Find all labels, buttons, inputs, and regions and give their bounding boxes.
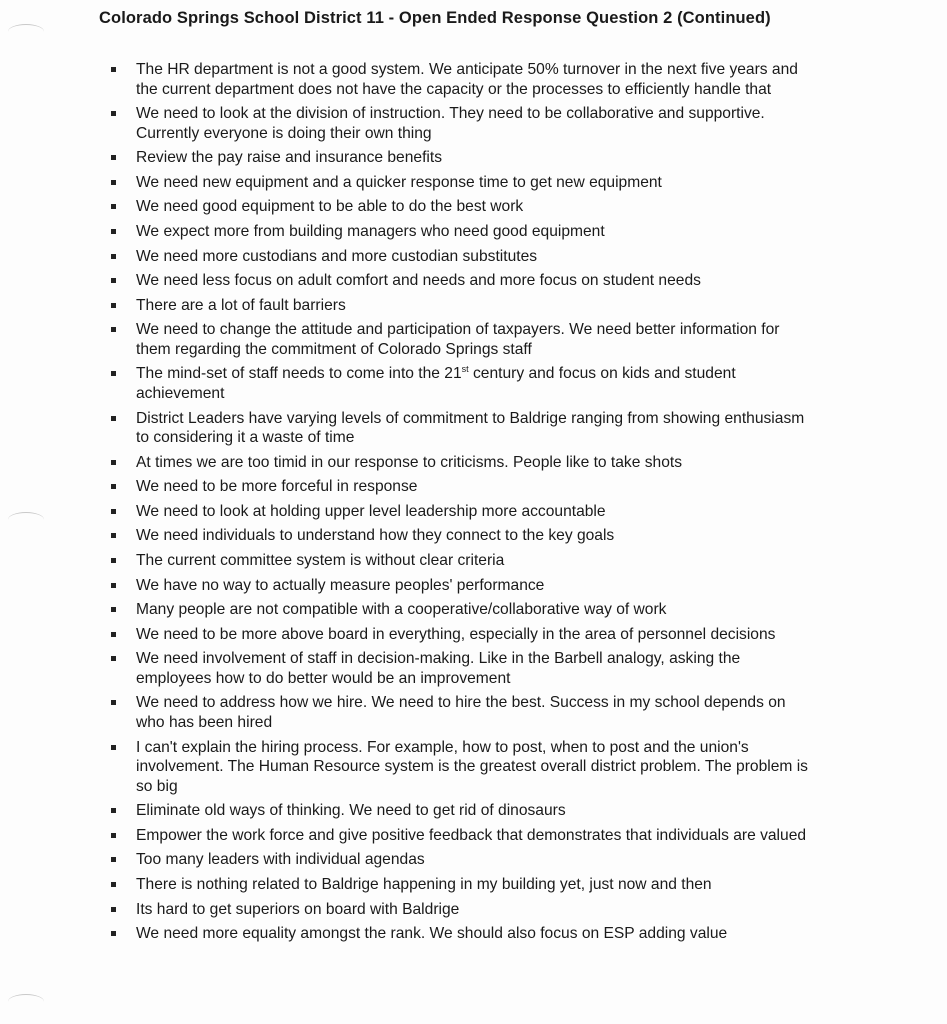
list-item: We need to be more forceful in response bbox=[110, 477, 810, 497]
list-item: I can't explain the hiring process. For example, how to post, when to post and the union's involvement. The Human Resource system is the greatest overall district problem. The problem is so big bbox=[110, 738, 810, 797]
list-item: There are a lot of fault barriers bbox=[110, 296, 810, 316]
list-item: Empower the work force and give positive feedback that demonstrates that individuals are valued bbox=[110, 826, 810, 846]
list-item: We need individuals to understand how they connect to the key goals bbox=[110, 526, 810, 546]
list-item: Many people are not compatible with a cooperative/collaborative way of work bbox=[110, 600, 810, 620]
list-item: There is nothing related to Baldrige happening in my building yet, just now and then bbox=[110, 875, 810, 895]
ordinal-superscript: st bbox=[461, 364, 469, 375]
list-item: We need less focus on adult comfort and needs and more focus on student needs bbox=[110, 271, 810, 291]
list-item-text: century and focus on kids and student achievement bbox=[136, 365, 736, 402]
punch-hole-mark bbox=[8, 24, 44, 39]
list-item: District Leaders have varying levels of commitment to Baldrige ranging from showing enthusiasm to considering it a waste of time bbox=[110, 409, 810, 448]
list-item: We need involvement of staff in decision-making. Like in the Barbell analogy, asking the employees how to do better would be an improvement bbox=[110, 649, 810, 688]
list-item: The current committee system is without clear criteria bbox=[110, 551, 810, 571]
list-item: Eliminate old ways of thinking. We need to get rid of dinosaurs bbox=[110, 801, 810, 821]
punch-hole-mark bbox=[8, 512, 44, 527]
list-item: We need to look at holding upper level leadership more accountable bbox=[110, 502, 810, 522]
list-item: We expect more from building managers who need good equipment bbox=[110, 222, 810, 242]
list-item: Review the pay raise and insurance benefits bbox=[110, 148, 810, 168]
list-item: We need new equipment and a quicker response time to get new equipment bbox=[110, 173, 810, 193]
list-item: We need good equipment to be able to do the best work bbox=[110, 197, 810, 217]
list-item: We need more equality amongst the rank. We should also focus on ESP adding value bbox=[110, 924, 810, 944]
list-item: We need to address how we hire. We need to hire the best. Success in my school depends on who has been hired bbox=[110, 693, 810, 732]
list-item: We need to look at the division of instruction. They need to be collaborative and supportive. Currently everyone is doing their own thing bbox=[110, 104, 810, 143]
list-item bbox=[110, 364, 810, 403]
list-item: Too many leaders with individual agendas bbox=[110, 850, 810, 870]
punch-hole-mark bbox=[8, 994, 44, 1009]
page-title: Colorado Springs School District 11 - Open Ended Response Question 2 (Continued) bbox=[99, 9, 771, 27]
list-item: At times we are too timid in our response to criticisms. People like to take shots bbox=[110, 453, 810, 473]
list-item: We have no way to actually measure peoples' performance bbox=[110, 576, 810, 596]
list-item: Its hard to get superiors on board with Baldrige bbox=[110, 900, 810, 920]
response-list bbox=[110, 60, 810, 949]
list-item: We need to be more above board in everything, especially in the area of personnel decisions bbox=[110, 625, 810, 645]
list-item: We need more custodians and more custodian substitutes bbox=[110, 247, 810, 267]
list-item: The HR department is not a good system. We anticipate 50% turnover in the next five years and the current department does not have the capacity or the processes to efficiently handle that bbox=[110, 60, 810, 99]
list-item: We need to change the attitude and participation of taxpayers. We need better information for them regarding the commitment of Colorado Springs staff bbox=[110, 320, 810, 359]
list-item-text: The mind-set of staff needs to come into the 21 bbox=[136, 365, 462, 383]
